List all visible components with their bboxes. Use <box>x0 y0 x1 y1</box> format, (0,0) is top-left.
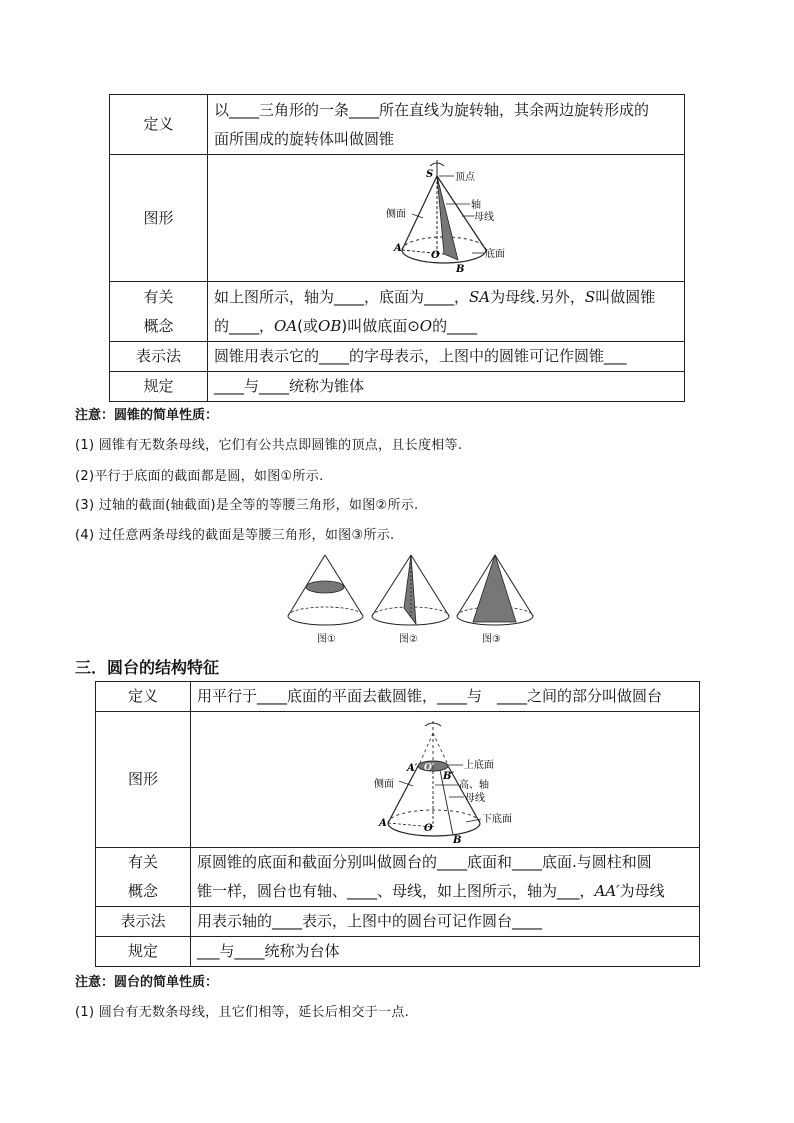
point-B: B <box>453 834 462 846</box>
point-O: O <box>424 822 433 834</box>
cone-notation-label: 表示法 <box>110 342 208 372</box>
base-label: 底面 <box>485 248 505 260</box>
cone-definition-text <box>208 95 685 155</box>
frustum-definition-text: 用平行于____底面的平面去截圆锥，____与 ____之间的部分叫做圆台 <box>191 682 700 712</box>
frustum-notes-heading: 注意：圆台的简单性质： <box>75 975 219 990</box>
text: 锥一样，圆台也有轴、____、母线，如上图所示，轴为___， <box>197 882 595 900</box>
cone-figure-2 <box>372 555 449 625</box>
cone-related-line-1 <box>214 283 678 312</box>
point-A-prime: A′ <box>407 762 418 774</box>
text: 的____， <box>214 316 275 335</box>
axial-section <box>437 176 458 260</box>
var-O: O <box>419 316 433 335</box>
lower-front-arc <box>388 823 480 836</box>
side-label: 侧面 <box>374 778 394 790</box>
frustum-diagram <box>191 713 698 847</box>
var-SA: SA <box>469 287 491 306</box>
cone-table <box>109 94 685 402</box>
frustum-definition-row <box>96 682 700 712</box>
cone-note-1: (1) 圆锥有无数条母线，它们有公共点即圆锥的顶点，且长度相等. <box>75 438 463 453</box>
cone-related-label <box>110 282 208 342</box>
cone-figure-3 <box>457 555 533 625</box>
text: (或 <box>297 316 319 335</box>
generatrix-label: 母线 <box>474 211 494 223</box>
point-B: B <box>456 263 465 275</box>
var-OB: OB <box>318 316 342 335</box>
generatrix-section-3 <box>473 555 516 622</box>
height-axis-label: 高、轴 <box>459 779 489 791</box>
section-3-title: 三．圆台的结构特征 <box>75 658 220 677</box>
left-generatrix <box>402 176 437 250</box>
text: )叫做底面⊙ <box>341 316 420 335</box>
point-A: A <box>379 817 387 829</box>
text: 为母线.另外， <box>490 287 585 306</box>
cone-definition-row <box>110 95 685 155</box>
frustum-definition-label: 定义 <box>96 682 191 712</box>
frustum-notation-label: 表示法 <box>96 907 191 937</box>
cone-notes-heading: 注意：圆锥的简单性质： <box>75 408 219 423</box>
var-S: S <box>584 287 596 306</box>
right-extension <box>433 733 448 765</box>
left-extension <box>419 733 433 765</box>
point-B-prime: B′ <box>443 770 455 782</box>
frustum-figure-row <box>96 712 700 848</box>
frustum-related-label <box>96 848 191 907</box>
axis-label: 轴 <box>471 199 481 211</box>
cone-definition-line-1: 以____三角形的一条____所在直线为旋转轴，其余两边旋转形成的 <box>214 100 650 119</box>
text: 叫做圆锥 <box>595 287 656 306</box>
cone-definition-line-2: 面所围成的旋转体叫做圆锥 <box>214 129 395 148</box>
cone-sections-figure <box>283 550 543 630</box>
cone-definition-label: 定义 <box>110 95 208 155</box>
point-O: O <box>431 249 440 261</box>
text: 如上图所示，轴为____，底面为____， <box>214 287 470 306</box>
left-generatrix <box>388 766 418 823</box>
figure-1-label: 图① <box>317 634 336 645</box>
cone-figure-1 <box>288 555 363 625</box>
frustum-note-1: (1) 圆台有无数条母线，且它们相等，延长后相交于一点. <box>75 1005 410 1020</box>
frustum-related-line-2 <box>197 877 693 906</box>
side-label: 侧面 <box>386 208 406 220</box>
frustum-related-label-2: 概念 <box>127 882 158 900</box>
lower-back-arc <box>388 810 480 823</box>
cone-rule-label: 规定 <box>110 372 208 402</box>
point-S: S <box>426 168 434 180</box>
cone-related-line-2 <box>214 312 678 341</box>
upper-base-label: 上底面 <box>464 759 494 771</box>
var-OA: OA <box>274 316 298 335</box>
figure-2-label: 图② <box>399 634 418 645</box>
point-A: A <box>394 242 402 254</box>
text: 为母线 <box>619 882 665 900</box>
cone-notation-row <box>110 342 685 372</box>
point-O-prime: O′ <box>424 762 435 773</box>
frustum-notation-row <box>96 907 700 937</box>
lower-base-label: 下底面 <box>482 813 512 825</box>
frustum-rule-label: 规定 <box>96 937 191 967</box>
figure-3-label: 图③ <box>482 634 501 645</box>
cone-note-4: (4) 过任意两条母线的截面是等腰三角形，如图③所示. <box>75 528 395 543</box>
cone-note-3: (3) 过轴的截面(轴截面)是全等的等腰三角形，如图②所示. <box>75 498 419 513</box>
circular-section <box>306 581 344 593</box>
frustum-related-text <box>191 848 700 907</box>
cone-diagram <box>208 156 683 281</box>
apex-label: 顶点 <box>455 171 475 183</box>
frustum-rule-row <box>96 937 700 967</box>
frustum-table <box>95 681 700 967</box>
cone-related-row <box>110 282 685 342</box>
cone-figure-row <box>110 155 685 282</box>
frustum-related-line-1: 原圆锥的底面和截面分别叫做圆台的____底面和____底面.与圆柱和圆 <box>197 853 652 871</box>
frustum-notation-text: 用表示轴的____表示，上图中的圆台可记作圆台____ <box>191 907 700 937</box>
frustum-related-row <box>96 848 700 907</box>
cone-note-2: (2)平行于底面的截面都是圆，如图①所示. <box>75 469 324 484</box>
text: 的____ <box>432 316 478 335</box>
frustum-related-label-1: 有关 <box>127 853 158 871</box>
cone-related-text <box>208 282 685 342</box>
cone-notation-text: 圆锥用表示它的____的字母表示，上图中的圆锥可记作圆锥___ <box>208 342 685 372</box>
frustum-figure-cell <box>191 712 700 848</box>
axial-section-2 <box>404 555 416 624</box>
var-AA-prime: AA′ <box>594 882 620 900</box>
cone-figure-cell <box>208 155 685 282</box>
frustum-figure-label: 图形 <box>96 712 191 848</box>
cone-related-label-2: 概念 <box>143 316 174 335</box>
cone-figure-label: 图形 <box>110 155 208 282</box>
cone-related-label-1: 有关 <box>143 287 174 306</box>
cone-rule-text: ____与____统称为锥体 <box>208 372 685 402</box>
generatrix-label: 母线 <box>465 792 485 804</box>
cone-rule-row <box>110 372 685 402</box>
frustum-rule-text: ___与____统称为台体 <box>191 937 700 967</box>
